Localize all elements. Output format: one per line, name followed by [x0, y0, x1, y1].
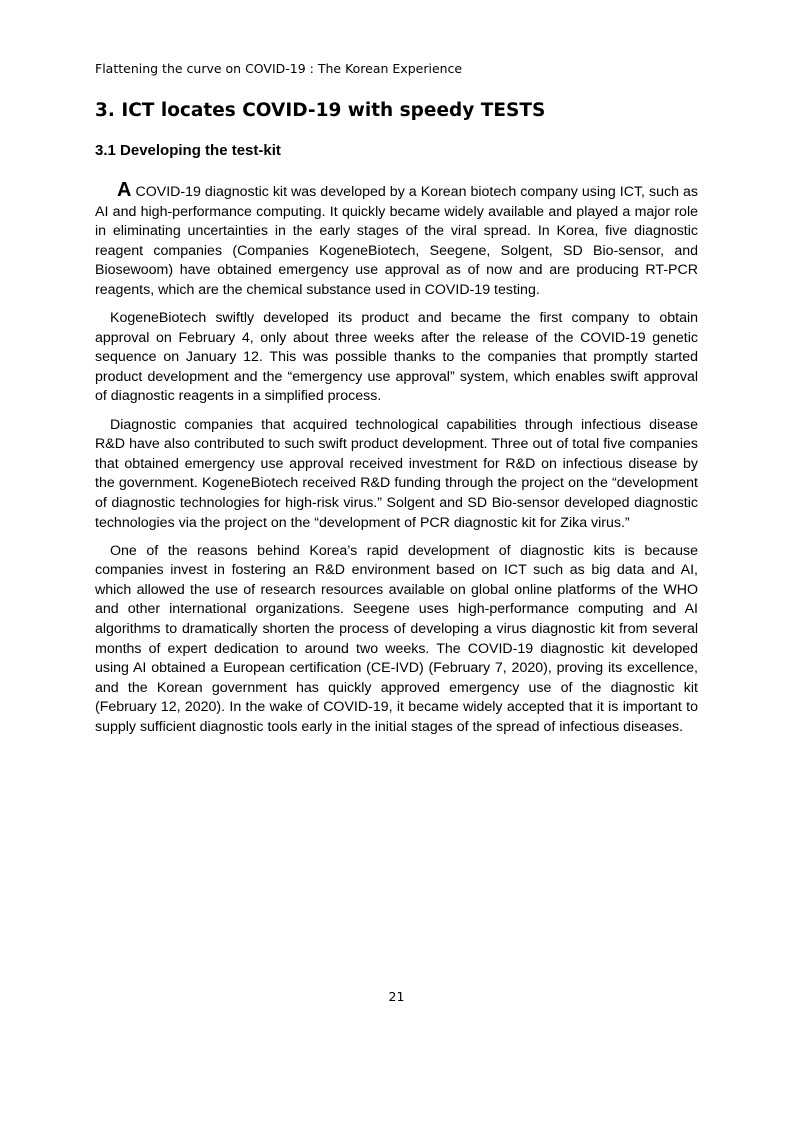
section-title: 3. ICT locates COVID-19 with speedy TESTS	[95, 100, 546, 121]
drop-cap: A	[117, 179, 132, 201]
paragraph-1	[95, 179, 698, 301]
subsection-title: 3.1 Developing the test-kit	[95, 142, 281, 159]
running-header: Flattening the curve on COVID-19 : The Korean Experience	[95, 61, 463, 76]
paragraph-4: One of the reasons behind Korea’s rapid development of diagnostic kits is because companies invest in fostering an R&D environment based on ICT such as big data and AI, which allowed the use of research resources available on global online platforms of the WHO and other international organizations. Seegene uses high-performance computing and AI algorithms to dramatically shorten the process of developing a virus diagnostic kit from several months of expert dedication to around two weeks. The COVID-19 diagnostic kit developed using AI obtained a European certification (CE-IVD) (February 7, 2020), proving its excellence, and the Korean government has quickly approved emergency use of the diagnostic kit (February 12, 2020). In the wake of COVID-19, it became widely accepted that it is important to supply sufficient diagnostic tools early in the initial stages of the spread of infectious diseases.	[95, 542, 698, 735]
paragraph-1-text: COVID-19 diagnostic kit was developed by a Korean biotech company using ICT, such as AI and high-performance computing. It quickly became widely available and played a major role in eliminating uncertainties in the early stages of the viral spread. In Korea, five diagnostic reagent companies (Companies KogeneBiotech, Seegene, Solgent, SD Bio-sensor, and Biosewoom) have obtained emergency use approval as of now and are producing RT-PCR reagents, which are the chemical substance used in COVID-19 testing.	[95, 184, 698, 298]
body-text	[95, 179, 698, 746]
paragraph-3: Diagnostic companies that acquired technological capabilities through infectious disease R&D have also contributed to such swift product development. Three out of total five companies that obtained emergency use approval received investment for R&D on infectious disease by the government. KogeneBiotech received R&D funding through the project on the “development of diagnostic technologies for high-risk virus.” Solgent and SD Bio-sensor developed diagnostic technologies via the project on the “development of PCR diagnostic kit for Zika virus.”	[95, 416, 698, 531]
paragraph-2: KogeneBiotech swiftly developed its product and became the first company to obtain approval on February 4, only about three weeks after the release of the COVID-19 genetic sequence on January 12. This was possible thanks to the companies that promptly started product development and the “emergency use approval” system, which enables swift approval of diagnostic reagents in a simplified process.	[95, 310, 698, 405]
page-number: 21	[388, 989, 405, 1004]
